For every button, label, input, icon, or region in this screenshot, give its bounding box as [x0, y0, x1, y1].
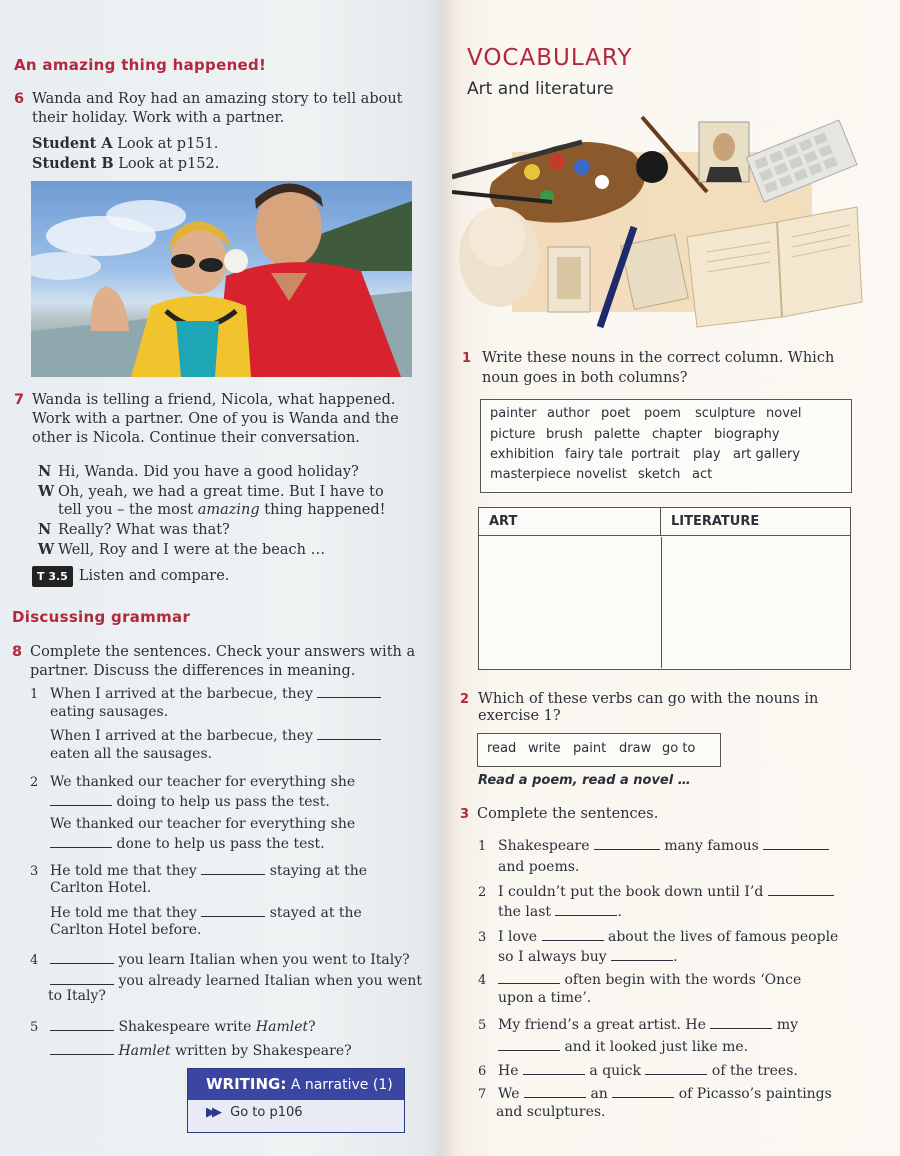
answer-blank[interactable]	[710, 1015, 772, 1029]
answer-blank[interactable]	[498, 970, 560, 984]
item-text: eaten all the sausages.	[50, 746, 213, 762]
exercise-8-line2: partner. Discuss the differences in meaning.	[30, 663, 356, 679]
exercise-number: 8	[12, 644, 23, 660]
dialogue-text: tell you – the most	[58, 502, 198, 518]
item-text: about the lives of famous people	[608, 929, 839, 945]
grammar-item-5b	[50, 1041, 352, 1061]
item-text: eating sausages.	[50, 704, 169, 720]
grammar-item-1b	[50, 726, 381, 746]
item-text: done to help us pass the test.	[116, 836, 325, 852]
word-item: author	[547, 406, 590, 421]
word-item: art gallery	[733, 447, 801, 462]
verb-item: go to	[662, 741, 696, 756]
item-number: 2	[30, 775, 39, 790]
word-item: poet	[601, 406, 631, 421]
dialogue-line	[38, 462, 359, 482]
vocabulary-title: VOCABULARY	[467, 45, 633, 71]
item-number: 4	[30, 953, 39, 968]
item-text: When I arrived at the barbecue, they	[50, 686, 313, 702]
answer-blank[interactable]	[524, 1084, 586, 1098]
answer-blank[interactable]	[542, 927, 604, 941]
exercise-7-line3: other is Nicola. Continue their conversation.	[32, 430, 360, 446]
exercise-8	[12, 643, 422, 1063]
exercise-1-line1: Write these nouns in the correct column. Which	[482, 350, 835, 366]
item-number: 6	[478, 1064, 487, 1079]
item-text: He told me that they	[50, 863, 197, 879]
item-text: and poems.	[498, 859, 580, 875]
art-column-cell[interactable]	[479, 537, 662, 668]
item-number: 5	[478, 1018, 487, 1033]
answer-blank[interactable]	[523, 1061, 585, 1075]
exercise-3-heading: Complete the sentences.	[477, 806, 659, 822]
item-text: so I always buy	[498, 949, 607, 965]
verb-item: write	[528, 741, 561, 756]
student-a-text: Look at p151.	[117, 136, 219, 152]
answer-blank[interactable]	[201, 861, 265, 875]
answer-blank[interactable]	[50, 1017, 114, 1031]
exercise-number: 1	[462, 351, 472, 366]
student-b-text: Look at p152.	[118, 156, 220, 172]
exercise-7-line1: Wanda is telling a friend, Nicola, what happened.	[32, 392, 396, 408]
item-text: many famous	[664, 838, 759, 854]
item-number: 5	[30, 1020, 39, 1035]
item-text: stayed at the	[269, 905, 362, 921]
answer-blank[interactable]	[50, 792, 112, 806]
word-item: palette	[594, 427, 641, 442]
exercise-1	[462, 349, 862, 389]
exercise-7-line2: Work with a partner. One of you is Wanda and the	[32, 411, 399, 427]
exercise-6-line1: Wanda and Roy had an amazing story to tell about	[32, 91, 403, 107]
student-b-line	[32, 154, 219, 174]
dialogue-line	[38, 540, 325, 560]
column-header-art: ART	[479, 508, 661, 536]
item-text: I couldn’t put the book down until I’d	[498, 884, 764, 900]
grammar-item-5a	[30, 1017, 316, 1037]
item-text: often begin with the words ‘Once	[564, 972, 802, 988]
item-text: of the trees.	[711, 1063, 798, 1079]
word-item: painter	[490, 406, 537, 421]
dialogue-line	[38, 482, 384, 502]
exercise-2-line2: exercise 1?	[478, 708, 561, 724]
item-text: .	[673, 949, 678, 965]
writing-subtitle: A narrative (1)	[290, 1077, 393, 1093]
answer-blank[interactable]	[50, 950, 114, 964]
item-text: We thanked our teacher for everything she	[50, 816, 356, 832]
dialogue-text: Hi, Wanda. Did you have a good holiday?	[58, 464, 359, 480]
word-item: act	[692, 467, 713, 482]
listen-text: Listen and compare.	[78, 568, 230, 584]
sentence-3	[478, 927, 838, 947]
item-text: of Picasso’s paintings	[678, 1086, 832, 1102]
verb-bank	[477, 733, 721, 767]
vocabulary-subtitle: Art and literature	[467, 79, 614, 99]
speaker: W	[38, 483, 55, 500]
exercise-7	[14, 391, 414, 461]
listen-line	[32, 566, 229, 587]
word-item: poem	[644, 406, 681, 421]
item-number: 3	[30, 864, 39, 879]
answer-blank[interactable]	[768, 882, 834, 896]
writing-header	[188, 1069, 404, 1100]
exercise-1-line2: noun goes in both columns?	[482, 370, 688, 386]
item-text: .	[617, 904, 622, 920]
item-text: you already learned Italian when you went	[118, 973, 422, 989]
grammar-item-3a	[30, 861, 367, 881]
item-text: When I arrived at the barbecue, they	[50, 728, 313, 744]
item-number: 1	[30, 687, 39, 702]
item-text: you learn Italian when you went to Italy?	[118, 952, 410, 968]
speaker: N	[38, 463, 52, 480]
grammar-item-1a	[30, 684, 381, 704]
word-item: sketch	[638, 467, 681, 482]
item-number: 2	[478, 885, 487, 900]
fast-forward-icon: ▶▶	[206, 1105, 218, 1120]
item-text: doing to help us pass the test.	[116, 794, 330, 810]
writing-box[interactable]	[187, 1068, 405, 1133]
answer-blank[interactable]	[317, 684, 381, 698]
student-a-label: Student A	[32, 135, 113, 152]
item-text: an	[590, 1086, 608, 1102]
sentence-7	[478, 1084, 832, 1104]
item-number: 1	[478, 839, 487, 854]
exercise-2	[460, 690, 860, 730]
section-heading-grammar: Discussing grammar	[12, 608, 191, 626]
exercise-2-line1: Which of these verbs can go with the nouns in	[478, 691, 819, 707]
item-text: my	[776, 1017, 798, 1033]
sentence-5	[478, 1015, 798, 1035]
sentence-2-cont	[498, 902, 622, 922]
dialogue-text: Really? What was that?	[58, 522, 230, 538]
word-item: chapter	[652, 427, 703, 442]
exercise-8-line1: Complete the sentences. Check your answers with a	[30, 644, 416, 660]
word-item: picture	[490, 427, 536, 442]
item-text: He	[498, 1063, 519, 1079]
grammar-item-2b-cont	[50, 834, 325, 854]
item-text: We	[498, 1086, 520, 1102]
grammar-item-3b	[50, 903, 362, 923]
item-text: a quick	[589, 1063, 641, 1079]
word-item: novel	[766, 406, 802, 421]
dialogue-emphasis: amazing	[197, 502, 260, 518]
item-number: 7	[478, 1087, 487, 1102]
answer-blank[interactable]	[50, 971, 114, 985]
exercise-2-example: Read a poem, read a novel …	[478, 773, 691, 788]
grammar-item-4a	[30, 950, 410, 970]
goto-text: Go to p106	[230, 1105, 303, 1120]
word-item: brush	[546, 427, 583, 442]
answer-blank[interactable]	[555, 902, 617, 916]
student-a-line	[32, 134, 218, 154]
holiday-photo	[31, 181, 412, 377]
sentence-5-cont	[498, 1037, 748, 1057]
item-text: and it looked just like me.	[564, 1039, 749, 1055]
holiday-photo-illustration	[31, 181, 412, 377]
word-item: novelist	[576, 467, 627, 482]
answer-blank[interactable]	[50, 834, 112, 848]
item-text: Carlton Hotel before.	[50, 922, 202, 938]
item-text: staying at the	[269, 863, 368, 879]
sentence-3-cont	[498, 947, 678, 967]
item-number: 3	[478, 930, 487, 945]
item-text: ?	[308, 1019, 316, 1035]
answer-blank[interactable]	[50, 1041, 114, 1055]
speaker: W	[38, 541, 55, 558]
dialogue-text: Well, Roy and I were at the beach …	[58, 542, 326, 558]
grammar-item-2a-cont	[50, 792, 330, 812]
answer-blank[interactable]	[611, 947, 673, 961]
answer-blank[interactable]	[201, 903, 265, 917]
exercise-number: 3	[460, 807, 470, 822]
answer-blank[interactable]	[498, 1037, 560, 1051]
art-still-life	[452, 112, 868, 340]
exercise-3	[460, 805, 880, 1125]
exercise-number: 6	[14, 91, 25, 107]
art-literature-table	[478, 507, 851, 670]
word-item: masterpiece	[490, 467, 571, 482]
sentence-4	[478, 970, 801, 990]
item-emphasis: Hamlet	[118, 1043, 171, 1059]
dialogue-text: thing happened!	[259, 502, 386, 518]
speaker: N	[38, 521, 52, 538]
item-text: upon a time’.	[498, 990, 592, 1006]
item-text: Carlton Hotel.	[50, 880, 152, 896]
word-item: sculpture	[695, 406, 756, 421]
column-header-literature: LITERATURE	[661, 508, 850, 536]
literature-column-cell[interactable]	[662, 537, 850, 668]
word-item: play	[693, 447, 721, 462]
art-literature-illustration	[452, 112, 868, 340]
item-emphasis: Hamlet	[255, 1019, 309, 1035]
audio-track-badge[interactable]: T 3.5	[32, 566, 73, 587]
verb-item: paint	[573, 741, 607, 756]
item-text: to Italy?	[48, 988, 106, 1004]
item-text: and sculptures.	[496, 1104, 606, 1120]
verb-item: read	[487, 741, 517, 756]
dialogue-line	[38, 520, 230, 540]
sentence-1	[478, 836, 829, 856]
answer-blank[interactable]	[645, 1061, 707, 1075]
verb-item: draw	[619, 741, 652, 756]
answer-blank[interactable]	[594, 836, 660, 850]
item-text: I love	[498, 929, 538, 945]
writing-title: WRITING:	[206, 1075, 287, 1093]
item-number: 4	[478, 973, 487, 988]
item-text: written by Shakespeare?	[175, 1043, 352, 1059]
dialogue-text: Oh, yeah, we had a great time. But I have to	[58, 484, 384, 500]
word-item: exhibition	[490, 447, 555, 462]
section-heading-amazing: An amazing thing happened!	[14, 56, 267, 74]
grammar-item-2a	[30, 773, 355, 792]
item-text: My friend’s a great artist. He	[498, 1017, 706, 1033]
word-bank	[480, 399, 852, 493]
dialogue	[38, 462, 418, 562]
exercise-number: 7	[14, 392, 25, 408]
item-text: Shakespeare write	[118, 1019, 252, 1035]
word-item: fairy tale	[565, 447, 623, 462]
word-item: portrait	[631, 447, 680, 462]
goto-link[interactable]	[206, 1105, 303, 1120]
answer-blank[interactable]	[317, 726, 381, 740]
item-text: the last	[498, 904, 552, 920]
exercise-number: 2	[460, 692, 470, 707]
student-b-label: Student B	[32, 155, 114, 172]
word-item: biography	[714, 427, 780, 442]
answer-blank[interactable]	[612, 1084, 674, 1098]
answer-blank[interactable]	[763, 836, 829, 850]
exercise-6-line2: their holiday. Work with a partner.	[32, 110, 285, 126]
sentence-6	[478, 1061, 798, 1081]
item-text: Shakespeare	[498, 838, 590, 854]
item-text: We thanked our teacher for everything she	[50, 774, 356, 790]
sentence-2	[478, 882, 834, 902]
item-text: He told me that they	[50, 905, 197, 921]
dialogue-line	[58, 501, 385, 520]
